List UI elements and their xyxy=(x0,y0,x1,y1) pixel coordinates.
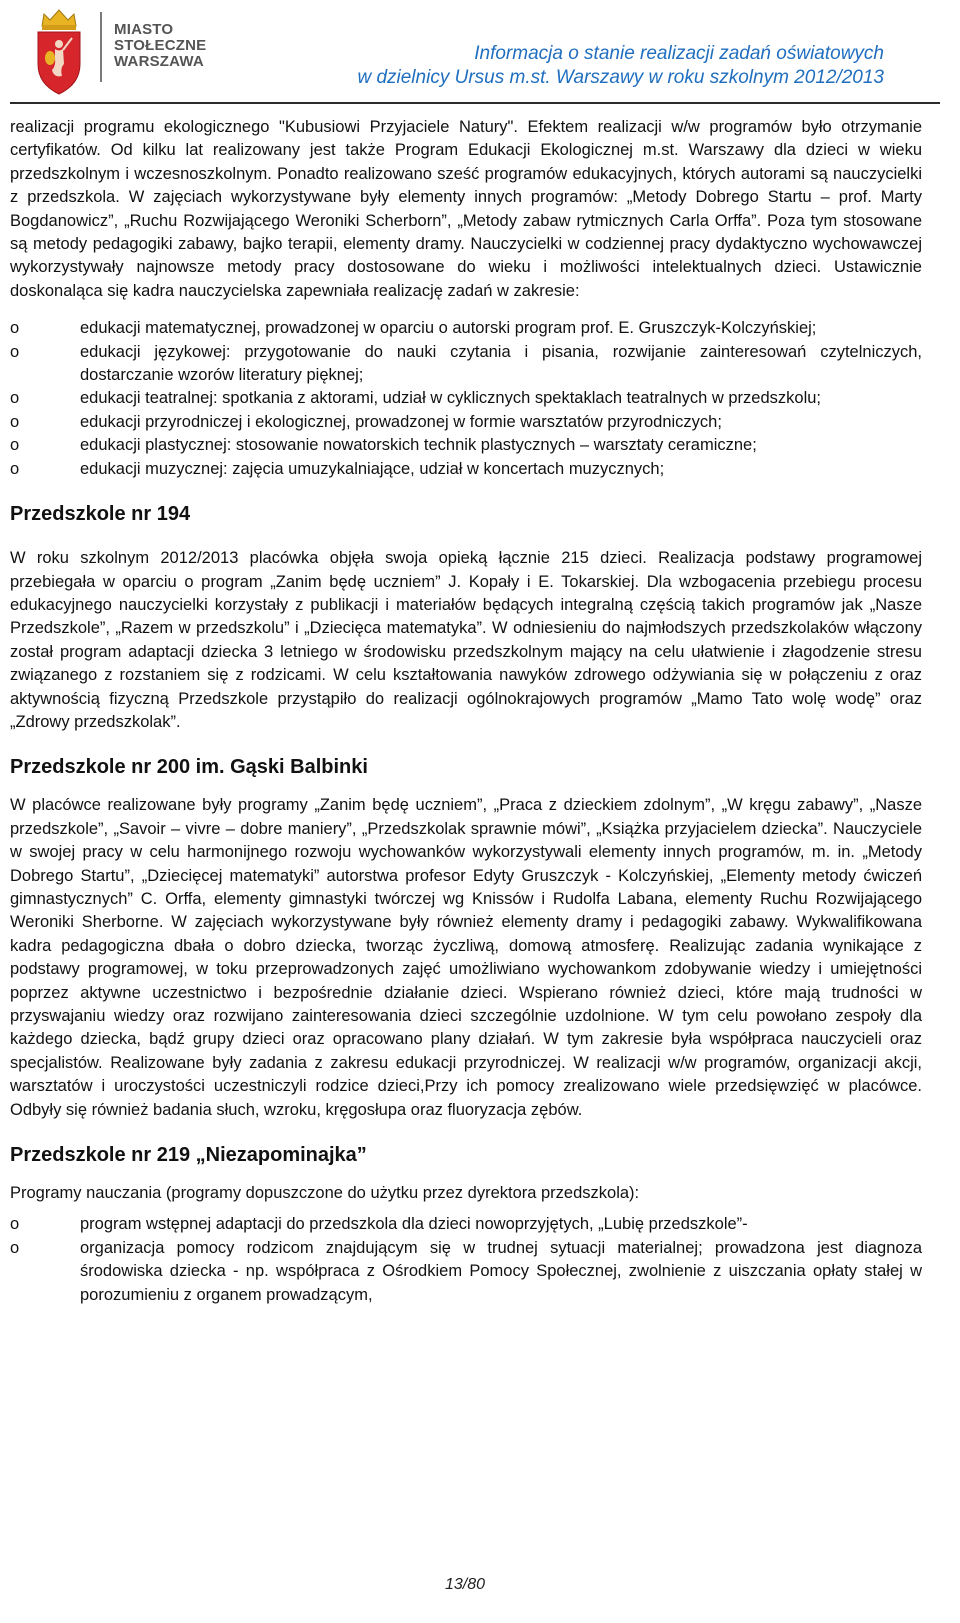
list-item: o organizacja pomocy rodzicom znajdującym się w trudnej sytuacji materialnej; prowadzona jest diagnoza środowiska dziecka - np. współpraca z Ośrodkiem Pomocy Społecznej, zwolnienie z uiszczania opłaty stałej w porozumieniu z organem prowadzącym, xyxy=(10,1238,922,1304)
bullet-marker: o xyxy=(10,436,20,455)
list-item: o edukacji przyrodniczej i ekologicznej, prowadzonej w formie warsztatów przyrodniczych; xyxy=(10,411,922,434)
bullet-marker: o xyxy=(10,319,20,338)
document-title-line-1: Informacja o stanie realizacji zadań oświatowych xyxy=(474,43,884,64)
bullet-marker: o xyxy=(10,389,20,408)
bullet-marker: o xyxy=(10,1215,20,1234)
document-title-line-2: w dzielnicy Ursus m.st. Warszawy w roku szkolnym 2012/2013 xyxy=(357,67,884,88)
list-item: o edukacji językowej: przygotowanie do nauki czytania i pisania, rozwijanie zainteresowań czytelniczych, dostarczanie wzorów literatury pięknej; xyxy=(10,342,922,385)
document-body xyxy=(10,116,922,1307)
page-number: 13/80 xyxy=(444,1576,486,1593)
bullet-marker: o xyxy=(10,1238,20,1257)
section-heading-200: Przedszkole nr 200 im. Gąski Balbinki xyxy=(10,756,368,779)
list-item: o edukacji plastycznej: stosowanie nowatorskich technik plastycznych – warsztaty ceramiczne; xyxy=(10,434,922,457)
section-219-paragraph: Programy nauczania (programy dopuszczone do użytku przez dyrektora przedszkola): xyxy=(10,1184,640,1203)
warsaw-coat-of-arms-logo xyxy=(30,6,88,96)
education-areas-list xyxy=(10,317,922,481)
bullet-marker: o xyxy=(10,459,20,478)
city-logo-text xyxy=(114,22,206,70)
page-header xyxy=(0,0,960,112)
section-200-paragraph: W placówce realizowane były programy „Zanim będę uczniem”, „Praca z dzieckiem zdolnym”, „W kręgu zabawy”, „Nasze przedszkole”, „Savoir – vivre – dobre maniery”, „Przedszkolak sprawnie mówi”, „Książka przyjacielem dziecka”. Nauczyciele w swojej pracy w celu harmonijnego rozwoju wychowanków wykorzystywali elementy innych programów, m. in. „Metody Dobrego Startu”, „Dziecięcej matematyki” autorstwa profesor Edyty Gruszczyk - Kolczyńskiej, „Elementy metody ćwiczeń gimnastycznych” C. Orffa, elementy gimnastyki twórczej wg Knissów i Rudolfa Labana, elementy Ruchu Rozwijającego Weroniki Sherborne. W zajęciach wykorzystywane były również elementy dramy i pedagogiki zabawy. Wykwalifikowana kadra pedagogiczna dbała o dobro dziecka, tworząc życzliwą, domową atmosferę. Realizując zadania wynikające z podstawy programowej, w toku przeprowadzonych zajęć umożliwiano wychowankom zdobywanie wiedzy i umiejętności poprzez aktywne uczestnictwo i bezpośrednie działanie dzieci. Wspierano również dzieci, które mają trudności w przyswajaniu wiedzy oraz rozwijano zainteresowania dzieci szczególnie uzdolnione. W tym celu powołano zespoły dla każdego dziecka, bądź grupy dzieci oraz opracowano plany działań. W tym zakresie była współpraca nauczycieli oraz specjalistów. Realizowane były zadania z zakresu edukacji przyrodniczej. W realizacji w/w programów, organizacji akcji, warsztatów i uroczystości uczestniczyli rodzice dzieci,Przy ich pomocy zrealizowano wiele przedsięwzięć w placówce. Odbyły się również badania słuch, wzroku, kręgosłupa oraz fluoryzacja zębów. xyxy=(10,796,922,1119)
document-title xyxy=(357,42,884,90)
list-item: o edukacji muzycznej: zajęcia umuzykalniające, udział w koncertach muzycznych; xyxy=(10,458,922,481)
header-rule xyxy=(10,102,940,104)
logo-text-line-2: STOŁECZNE xyxy=(114,37,207,54)
programs-list xyxy=(10,1213,922,1307)
list-item: o edukacji matematycznej, prowadzonej w oparciu o autorski program prof. E. Gruszczyk-Kolczyńskiej; xyxy=(10,317,922,340)
intro-paragraph: realizacji programu ekologicznego "Kubusiowi Przyjaciele Natury". Efektem realizacji w/w programów było otrzymanie certyfikatów. Od kilku lat realizowany jest także Program Edukacji Ekologicznej m.st. Warszawy dla dzieci w wieku przedszkolnym i wczesnoszkolnym. Ponadto realizowano sześć programów edukacyjnych, których autorami są nauczycielki z przedszkola. W zajęciach wykorzystywane były elementy innych programów: „Metody Dobrego Startu – prof. Marty Bogdanowicz”, „Ruchu Rozwijającego Weroniki Scherborn”, „Metody zabaw rytmicznych Carla Orffa”. Poza tym stosowane są metody pedagogiki zabawy, bajko terapii, elementy dramy. Nauczycielki w codziennej pracy dydaktyczno wychowawczej wykorzystywały najnowsze metody pracy dostosowane do wieku i możliwości intelektualnych dzieci. Ustawicznie doskonaląca się kadra nauczycielska zapewniała realizację zadań w zakresie: xyxy=(10,118,922,300)
section-heading-194: Przedszkole nr 194 xyxy=(10,503,191,526)
logo-text-line-1: MIASTO xyxy=(114,21,174,38)
bullet-marker: o xyxy=(10,342,20,361)
section-heading-219: Przedszkole nr 219 „Niezapominajka” xyxy=(10,1144,367,1167)
list-item: o program wstępnej adaptacji do przedszkola dla dzieci nowoprzyjętych, „Lubię przedszkole”- xyxy=(10,1213,922,1236)
logo-divider xyxy=(100,12,102,82)
section-194-paragraph: W roku szkolnym 2012/2013 placówka objęła swoja opieką łącznie 215 dzieci. Realizacja podstawy programowej przebiegała w oparciu o program „Zanim będę uczniem” J. Kopały i E. Tokarskiej. Dla wzbogacenia przebiegu procesu edukacyjnego nauczycielki korzystały z publikacji i materiałów będących integralną częścią takich programów jak „Nasze Przedszkole”, „Razem w przedszkolu” i „Dziecięca matematyka”. W odniesieniu do najmłodszych przedszkolaków włączony został program adaptacji dziecka 3 letniego w środowisku przedszkolnym mający na celu ułatwienie i złagodzenie stresu związanego z rozstaniem się z rodzicami. W celu kształtowania nawyków zdrowego odżywiania się w połączeniu z oraz aktywnością fizyczną Przedszkole przystąpiło do realizacji ogólnokrajowych programów „Mamo Tato wolę wodę” oraz „Zdrowy przedszkolak”. xyxy=(10,549,922,731)
bullet-marker: o xyxy=(10,412,20,431)
logo-text-line-3: WARSZAWA xyxy=(114,53,204,70)
list-item: o edukacji teatralnej: spotkania z aktorami, udział w cyklicznych spektaklach teatralnych w przedszkolu; xyxy=(10,387,922,410)
